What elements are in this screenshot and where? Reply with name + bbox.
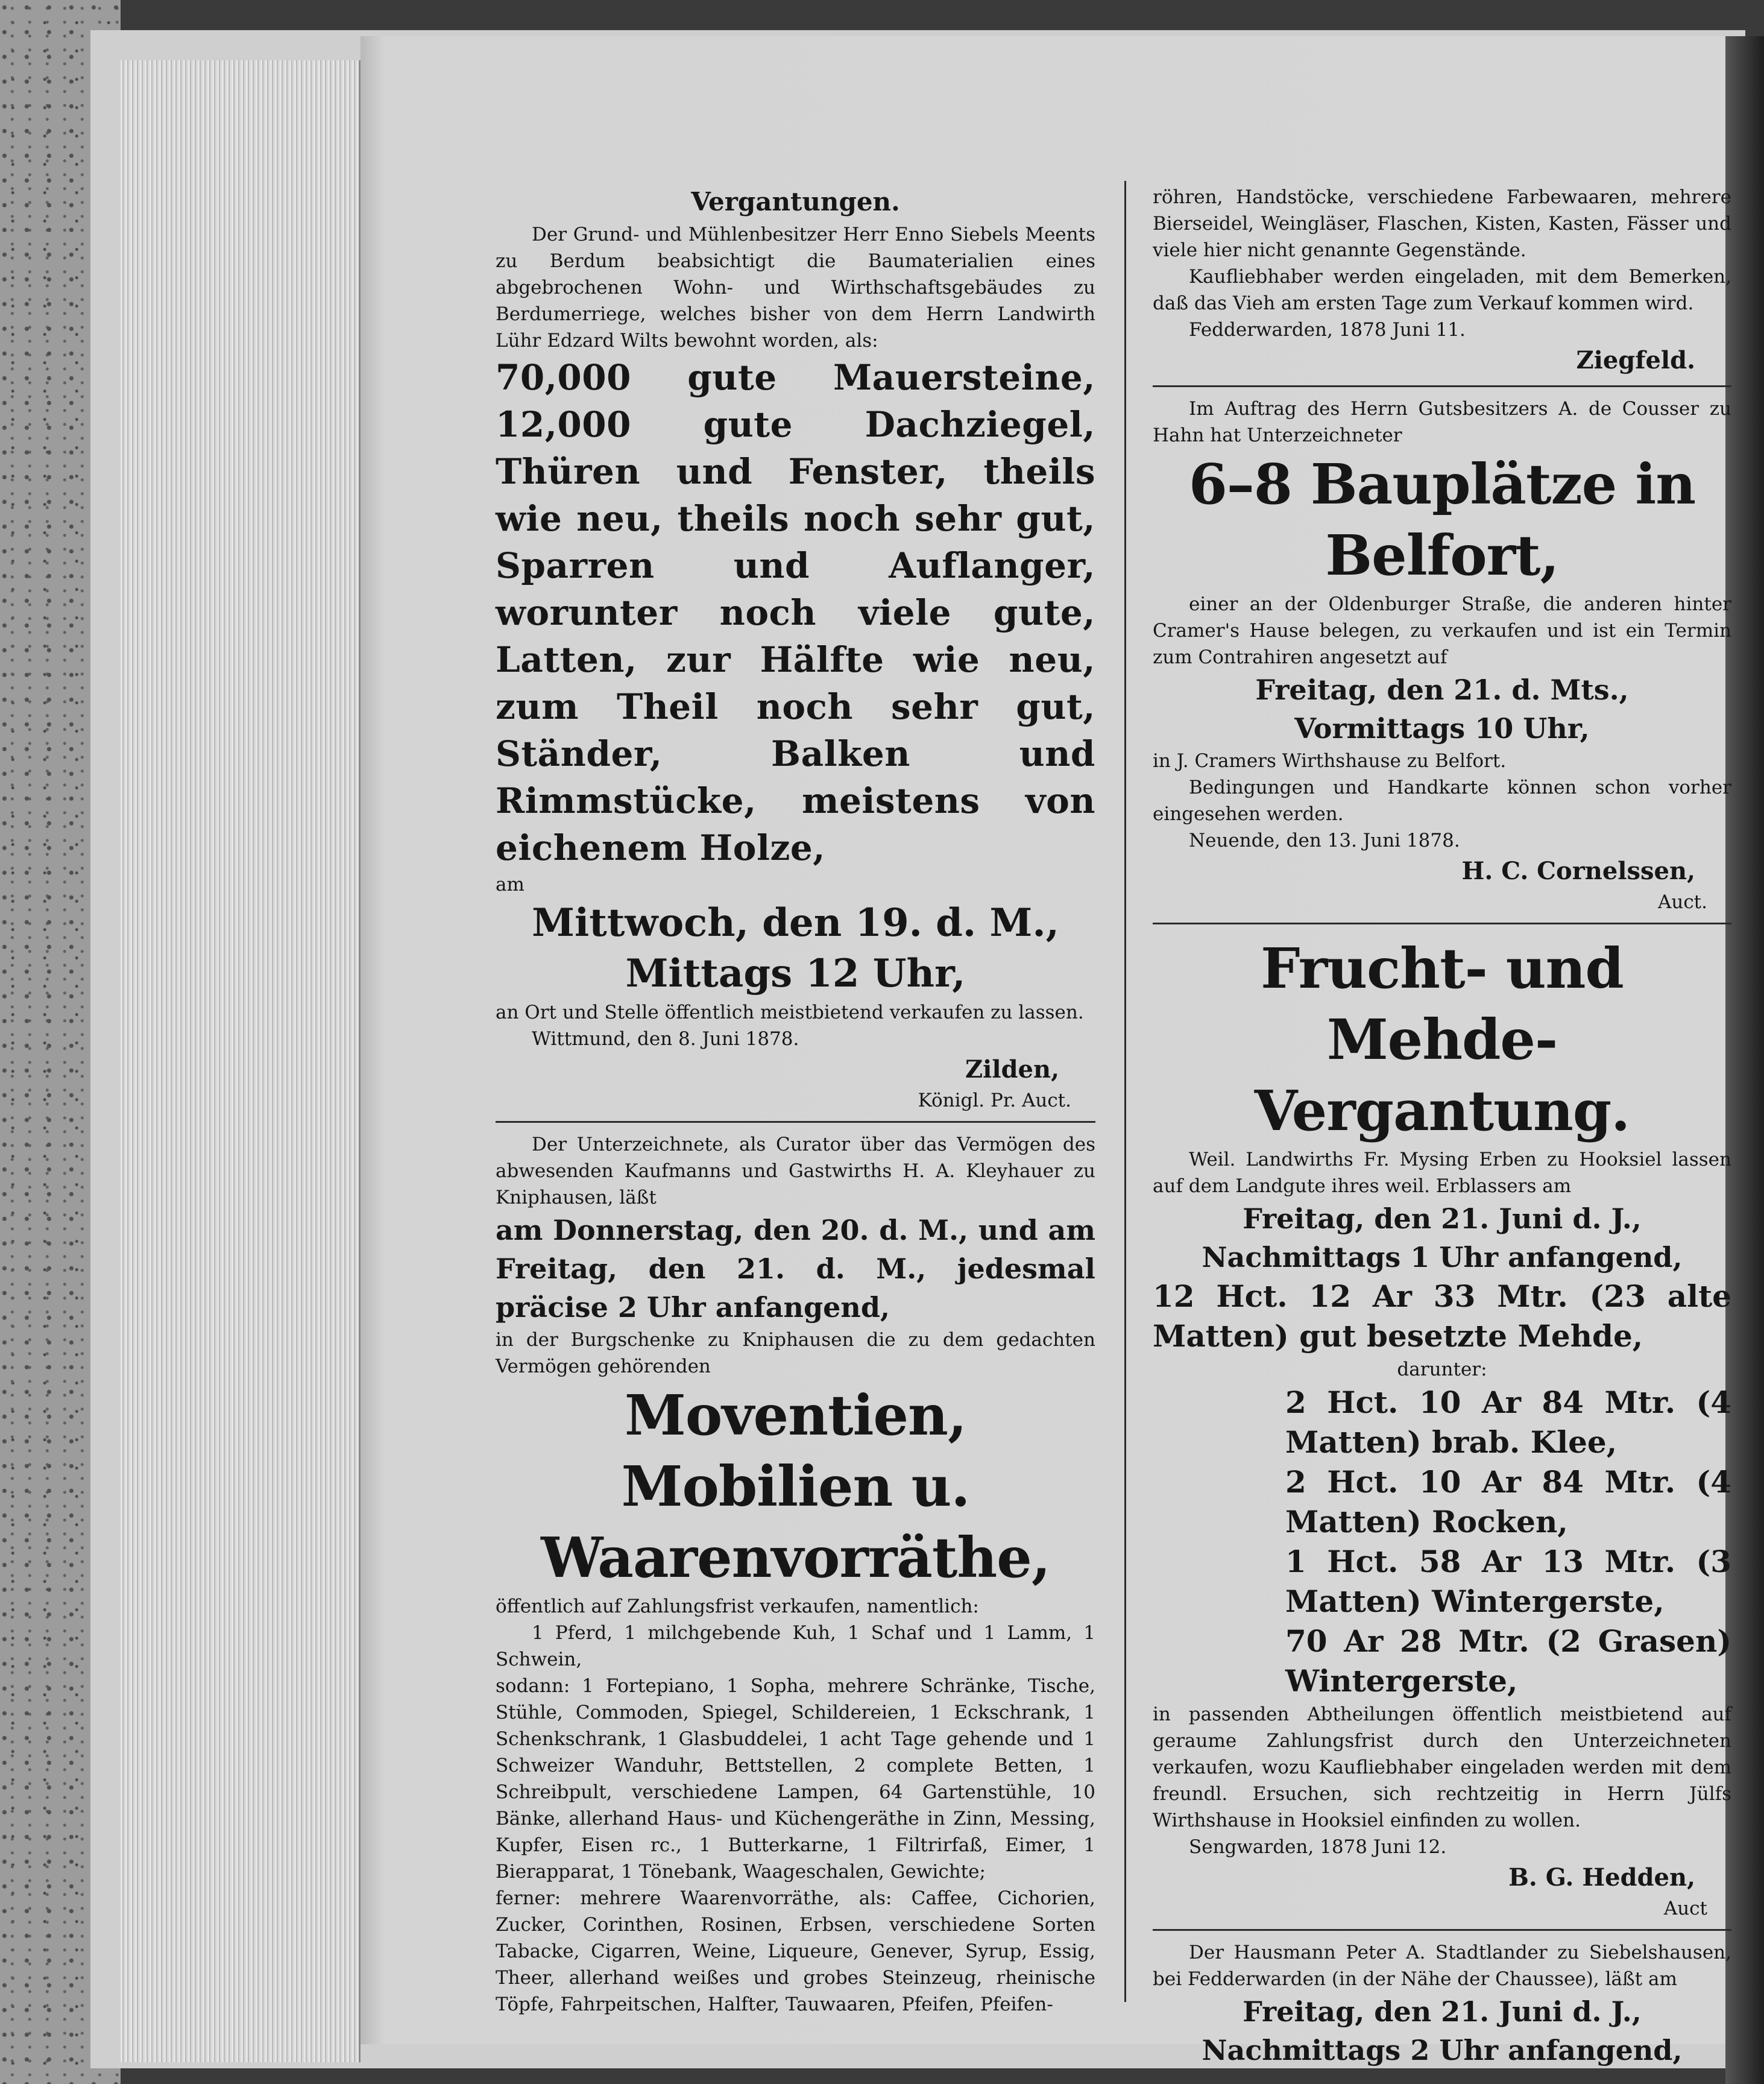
lot-item: 70 Ar 28 Mtr. (2 Grasen) Wintergerste, [1285, 1623, 1731, 1699]
notice-heading: Moventien, Mobilien u. Waarenvorräthe, [541, 1383, 1050, 1590]
am-label: am [496, 874, 524, 895]
lot-item: 2 Hct. 10 Ar 84 Mtr. (4 Matten) Rocken, [1285, 1464, 1731, 1539]
notice-intro: Der Hausmann Peter A. Stadtlander zu Siebelshausen, bei Fedderwarden (in der Nähe der Chaussee), läßt am [1153, 1942, 1731, 1990]
page-edges [121, 60, 361, 2062]
signature-title: Königl. Pr. Auct. [918, 1090, 1071, 1111]
continued-list: röhren, Handstöcke, verschiedene Farbewaaren, mehrere Bierseidel, Weingläser, Flaschen, Kisten, Kasten, Fässer und viele hier nicht genannte Gegenstände. [1153, 186, 1731, 261]
place-date: Neuende, den 13. Juni 1878. [1189, 830, 1460, 851]
notice-intro: Der Unterzeichnete, als Curator über das Vermögen des abwesenden Kaufmanns und Gastwirths H. A. Kleyhauer zu Kniphausen, läßt [496, 1134, 1095, 1208]
place-date: Sengwarden, 1878 Juni 12. [1189, 1836, 1447, 1858]
signature: B. G. Hedden, [1508, 1863, 1695, 1892]
notice-bauplaetze [1153, 396, 1731, 915]
signature-title: Auct [1663, 1898, 1707, 1919]
darunter-label: darunter: [1397, 1359, 1487, 1380]
right-column [1153, 184, 1731, 2070]
materials-list: 70,000 gute Mauersteine, 12,000 gute Dachziegel, Thüren und Fenster, theils wie neu, theils noch sehr gut, Sparren und Auflanger, worunter noch viele gute, Latten, zur Hälfte wie neu, zum Theil noch sehr gut, Ständer, Balken und Rimmstücke, meistens von eichenem Holze, [496, 357, 1095, 868]
lot-details: einer an der Oldenburger Straße, die anderen hinter Cramer's Hause belegen, zu verkaufen und ist ein Termin zum Contrahiren angesetzt auf [1153, 593, 1731, 668]
auction-dates: am Donnerstag, den 20. d. M., und am Freitag, den 21. d. M., jedesmal präcise 2 Uhr anfangend, [496, 1214, 1095, 1324]
auction-date: Freitag, den 21. Juni d. J., [1243, 1202, 1642, 1235]
signature-title: Auct. [1657, 891, 1707, 913]
notice-vergantungen [496, 184, 1095, 1114]
signature: H. C. Cornelssen, [1461, 857, 1695, 885]
section-rule [496, 1121, 1095, 1123]
lot-item: 2 Hct. 10 Ar 84 Mtr. (4 Matten) brab. Klee, [1285, 1385, 1731, 1460]
notice-intro: Im Auftrag des Herrn Gutsbesitzers A. de Cousser zu Hahn hat Unterzeichneter [1153, 398, 1731, 446]
notice-title: Vergantungen. [691, 187, 900, 216]
furniture-list: sodann: 1 Fortepiano, 1 Sopha, mehrere Schränke, Tische, Stühle, Commoden, Spiegel, Schildereien, 1 Eckschrank, 1 Schenkschrank, 1 Glasbuddelei, 1 acht Tage gehende und 1 Schweizer Wanduhr, Bettstellen, 2 complete Betten, 1 Schreibpult, verschiedene Lampen, 64 Gartenstühle, 10 Bänke, allerhand Haus- und Küchengeräthe in Zinn, Messing, Kupfer, Eisen rc., 1 Butterkarne, 1 Filtrirfaß, Eimer, 1 Bierapparat, 1 Tönebank, Waageschalen, Gewichte; [496, 1675, 1095, 1883]
notice-kleyhauer [496, 1131, 1095, 2018]
conditions: Bedingungen und Handkarte können schon vorher eingesehen werden. [1153, 777, 1731, 825]
auction-date: Freitag, den 21. Juni d. J., [1243, 1995, 1642, 2028]
notice-intro: Weil. Landwirths Fr. Mysing Erben zu Hooksiel lassen auf dem Landgute ihres weil. Erblassers am [1153, 1149, 1731, 1197]
place-date: Wittmund, den 8. Juni 1878. [532, 1028, 799, 1050]
signature: Ziegfeld. [1576, 346, 1695, 374]
notice-continuation [1153, 184, 1731, 378]
livestock-list: 1 Pferd, 1 milchgebende Kuh, 1 Schaf und 1 Lamm, 1 Schwein, [496, 1622, 1095, 1670]
auction-date: Freitag, den 21. d. Mts., [1255, 674, 1629, 706]
place-date: Fedderwarden, 1878 Juni 11. [1189, 319, 1466, 341]
notice-heading: 6–8 Bauplätze in Belfort, [1188, 452, 1696, 588]
sale-terms: in passenden Abtheilungen öffentlich meistbietend auf geraume Zahlungsfrist durch den Unterzeichneten verkaufen, wozu Kaufliebhaber eingeladen werden mit dem freundl. Ersuchen, sich rechtzeitig in Herrn Jülfs Wirthshause in Hooksiel einfinden zu wollen. [1153, 1704, 1731, 1831]
lot-item: 1 Hct. 58 Ar 13 Mtr. (3 Matten) Wintergerste, [1285, 1544, 1731, 1619]
section-rule [1153, 385, 1731, 387]
total-area: 12 Hct. 12 Ar 33 Mtr. (23 alte Matten) gut besetzte Mehde, [1153, 1278, 1731, 1354]
auction-location: in J. Cramers Wirthshause zu Belfort. [1153, 750, 1507, 772]
goods-list: ferner: mehrere Waarenvorräthe, als: Caffee, Cichorien, Zucker, Corinthen, Rosinen, Erbsen, verschiedene Sorten Tabacke, Cigarren, Weine, Liqueure, Genever, Syrup, Essig, Theer, allerhand weißes und grobes Steinzeug, rheinische Töpfe, Fahrpeitschen, Halfter, Tauwaaren, Pfeifen, Pfeifen- [496, 1887, 1095, 2015]
sale-terms: öffentlich auf Zahlungsfrist verkaufen, namentlich: [496, 1596, 979, 1617]
auction-time: Nachmittags 2 Uhr anfangend, [1202, 2034, 1683, 2067]
auction-location: in der Burgschenke zu Kniphausen die zu dem gedachten Vermögen gehörenden [496, 1329, 1095, 1377]
signature: Zilden, [965, 1055, 1059, 1084]
auction-time: Nachmittags 1 Uhr anfangend, [1202, 1241, 1683, 1274]
auction-date: Mittwoch, den 19. d. M., [532, 900, 1059, 946]
notice-stadtlander [1153, 1939, 1731, 2070]
left-column [496, 184, 1095, 2018]
auction-time: Mittags 12 Uhr, [625, 951, 966, 996]
buyer-invitation: Kaufliebhaber werden eingeladen, mit dem Bemerken, daß das Vieh am ersten Tage zum Verkauf kommen wird. [1153, 266, 1731, 314]
column-divider [1124, 181, 1126, 2002]
notice-intro: Der Grund- und Mühlenbesitzer Herr Enno Siebels Meents zu Berdum beabsichtigt die Baumaterialien eines abgebrochenen Wohn- und Wirthschaftsgebäudes zu Berdumerriege, welches bisher von dem Herrn Landwirth Lühr Edzard Wilts bewohnt worden, als: [496, 224, 1095, 352]
notice-heading-line1: Frucht- und Mehde- [1261, 936, 1624, 1072]
section-rule [1153, 923, 1731, 924]
sale-terms: an Ort und Stelle öffentlich meistbietend verkaufen zu lassen. [496, 1002, 1084, 1023]
notice-heading-line2: Vergantung. [1254, 1078, 1630, 1143]
section-rule [1153, 1929, 1731, 1931]
auction-time: Vormittags 10 Uhr, [1294, 712, 1590, 745]
notice-frucht-mehde [1153, 933, 1731, 1922]
